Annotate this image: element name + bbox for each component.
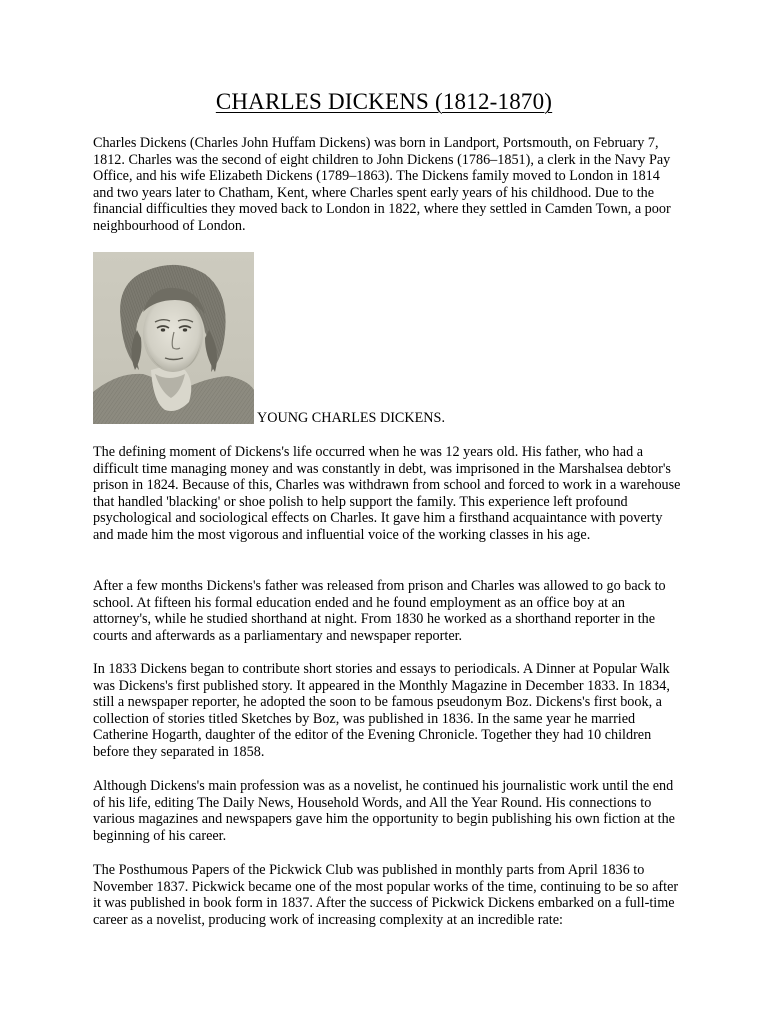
paragraph-early-writing: In 1833 Dickens began to contribute short stories and essays to periodicals. A Dinner at Popular Walk was Dickens's first published story. It appeared in the Monthly Magazine in December 1833. In 1834, still a newspaper reporter, he adopted the soon to be famous pseudonym Boz. Dickens's first book, a collection of stories titled Sketches by Boz, was published in 1836. In the same year he married Catherine Hogarth, daughter of the editor of the Evening Chronicle. Together they had 10 children before they separated in 1858. xyxy=(93,661,670,760)
paragraph-journalism: Although Dickens's main profession was as a novelist, he continued his journalistic work until the end of his life, editing The Daily News, Household Words, and All the Year Round. His connections to various magazines and newspapers gave him the opportunity to begin publishing his own fiction at the beginning of his career. xyxy=(93,778,675,844)
paragraph-education: After a few months Dickens's father was released from prison and Charles was allowed to go back to school. At fifteen his formal education ended and he found employment as an office boy at an attorney's, while he studied shorthand at night. From 1830 he worked as a shorthand reporter in the courts and afterwards as a parliamentary and newspaper reporter. xyxy=(93,578,666,644)
paragraph-pickwick: The Posthumous Papers of the Pickwick Club was published in monthly parts from April 1836 to November 1837. Pickwick became one of the most popular works of the time, continuing to be so after it was published in book form in 1837. After the success of Pickwick Dickens embarked on a full-time career as a novelist, producing work of increasing complexity at an incredible rate: xyxy=(93,862,679,928)
paragraph-birth: Charles Dickens (Charles John Huffam Dickens) was born in Landport, Portsmouth, on February 7, 1812. Charles was the second of eight children to John Dickens (1786–1851), a clerk in the Navy Pay Office, and his wife Elizabeth Dickens (1789–1863). The Dickens family moved to London in 1814 and two years later to Chatham, Kent, where Charles spent early years of his childhood. Due to the financial difficulties they moved back to London in 1822, where they settled in Camden Town, a poor neighbourhood of London. xyxy=(93,135,671,234)
portrait-caption: YOUNG CHARLES DICKENS. xyxy=(257,410,445,426)
document-title: CHARLES DICKENS (1812-1870) xyxy=(215,89,553,114)
paragraph-defining-moment: The defining moment of Dickens's life occurred when he was 12 years old. His father, who had a difficult time managing money and was constantly in debt, was imprisoned in the Marshalsea debtor's prison in 1824. Because of this, Charles was withdrawn from school and forced to work in a warehouse that handled 'blacking' or shoe polish to help support the family. This experience left profound psychological and sociological effects on Charles. It gave him a firsthand acquaintance with poverty and made him the most vigorous and influential voice of the working classes in his age. xyxy=(93,444,681,543)
portrait-image xyxy=(93,252,254,424)
portrait-engraving xyxy=(93,252,254,424)
